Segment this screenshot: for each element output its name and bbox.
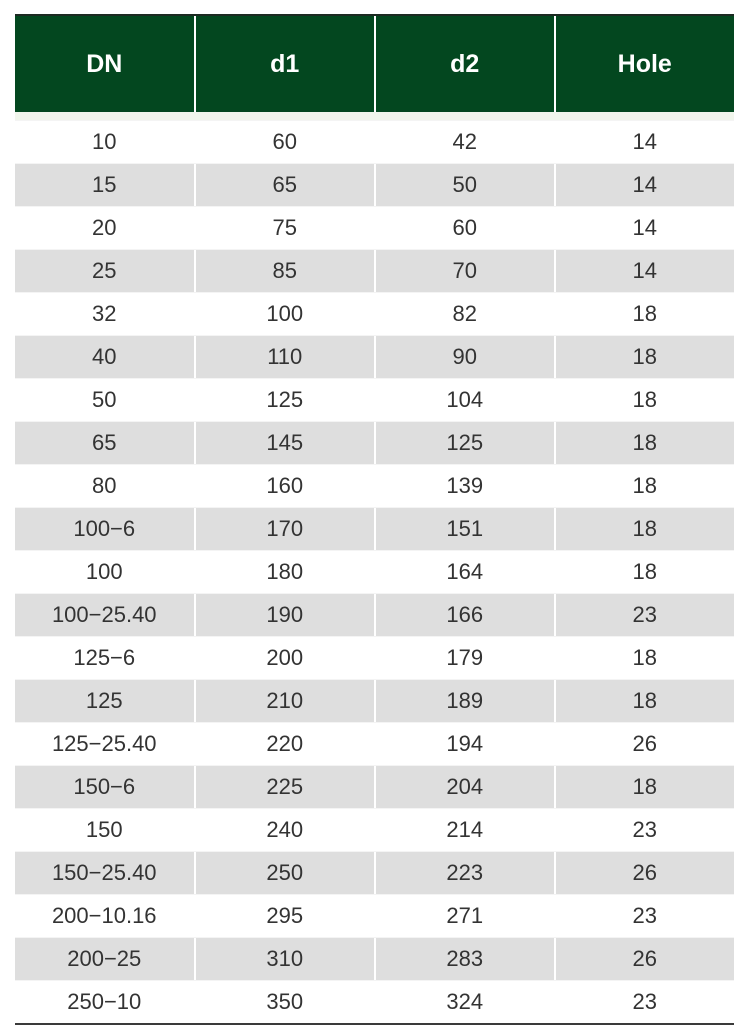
cell-d2: 125 [376, 422, 556, 464]
cell-d1: 220 [196, 723, 377, 765]
cell-d1: 170 [196, 508, 377, 550]
cell-d1: 210 [196, 680, 377, 722]
cell-d1: 200 [196, 637, 377, 679]
cell-d2: 42 [376, 121, 556, 163]
cell-dn: 100 [15, 551, 196, 593]
cell-d2: 90 [376, 336, 556, 378]
cell-d2: 139 [376, 465, 556, 507]
cell-hole: 14 [632, 258, 657, 283]
cell-dn: 100−6 [15, 508, 196, 550]
cell-hole: 18 [632, 645, 657, 670]
header-d1: d1 [196, 16, 377, 112]
cell-hole: 23 [632, 817, 657, 842]
table-row [15, 765, 734, 808]
header-dn: DN [15, 16, 196, 112]
header-d2: d2 [376, 16, 556, 112]
cell-dn: 10 [15, 121, 196, 163]
cell-d1: 110 [196, 336, 377, 378]
cell-dn: 250−10 [15, 981, 196, 1023]
table-row [15, 335, 734, 378]
table-row [15, 593, 734, 636]
table-row [15, 937, 734, 980]
cell-d2: 324 [376, 981, 556, 1023]
cell-dn: 40 [15, 336, 196, 378]
cell-hole: 18 [632, 688, 657, 713]
table-row [15, 636, 734, 679]
cell-d1: 160 [196, 465, 377, 507]
cell-dn: 150−6 [15, 766, 196, 808]
table-row [15, 507, 734, 550]
cell-hole: 18 [632, 473, 657, 498]
table-row [15, 464, 734, 507]
cell-d2: 283 [376, 938, 556, 980]
cell-hole: 18 [632, 430, 657, 455]
cell-dn: 20 [15, 207, 196, 249]
cell-hole: 18 [632, 387, 657, 412]
cell-hole: 26 [632, 860, 657, 885]
cell-d2: 82 [376, 293, 556, 335]
cell-hole: 23 [632, 989, 657, 1014]
cell-d1: 250 [196, 852, 377, 894]
cell-d2: 204 [376, 766, 556, 808]
cell-hole: 26 [632, 731, 657, 756]
cell-d1: 85 [196, 250, 377, 292]
cell-hole: 18 [632, 344, 657, 369]
cell-dn: 125 [15, 680, 196, 722]
cell-d1: 100 [196, 293, 377, 335]
cell-dn: 100−25.40 [15, 594, 196, 636]
table-row [15, 421, 734, 464]
table-row [15, 249, 734, 292]
cell-d1: 190 [196, 594, 377, 636]
cell-dn: 15 [15, 164, 196, 206]
cell-dn: 125−6 [15, 637, 196, 679]
cell-d2: 179 [376, 637, 556, 679]
cell-dn: 150−25.40 [15, 852, 196, 894]
table-body [15, 120, 734, 1023]
cell-d1: 240 [196, 809, 377, 851]
cell-d2: 166 [376, 594, 556, 636]
cell-d1: 60 [196, 121, 377, 163]
cell-hole: 23 [632, 903, 657, 928]
cell-hole: 18 [632, 559, 657, 584]
table-header [15, 14, 734, 112]
cell-d1: 350 [196, 981, 377, 1023]
cell-dn: 200−10.16 [15, 895, 196, 937]
cell-d2: 194 [376, 723, 556, 765]
header-divider [15, 112, 734, 120]
cell-hole: 18 [632, 301, 657, 326]
cell-d1: 295 [196, 895, 377, 937]
table-row [15, 206, 734, 249]
cell-d1: 145 [196, 422, 377, 464]
cell-d2: 60 [376, 207, 556, 249]
cell-d1: 225 [196, 766, 377, 808]
cell-d2: 223 [376, 852, 556, 894]
cell-d2: 271 [376, 895, 556, 937]
cell-d2: 104 [376, 379, 556, 421]
cell-d2: 70 [376, 250, 556, 292]
table-row [15, 808, 734, 851]
table-row [15, 894, 734, 937]
cell-hole: 14 [632, 129, 657, 154]
cell-dn: 125−25.40 [15, 723, 196, 765]
header-hole: Hole [617, 49, 672, 78]
cell-hole: 14 [632, 215, 657, 240]
cell-d1: 65 [196, 164, 377, 206]
cell-d1: 180 [196, 551, 377, 593]
cell-hole: 14 [632, 172, 657, 197]
cell-d2: 50 [376, 164, 556, 206]
cell-d2: 189 [376, 680, 556, 722]
cell-dn: 65 [15, 422, 196, 464]
table-row [15, 851, 734, 894]
cell-dn: 150 [15, 809, 196, 851]
cell-hole: 26 [632, 946, 657, 971]
table-row [15, 980, 734, 1023]
table-row [15, 163, 734, 206]
table-row [15, 550, 734, 593]
table-row [15, 722, 734, 765]
cell-d2: 151 [376, 508, 556, 550]
cell-dn: 80 [15, 465, 196, 507]
table-row [15, 378, 734, 421]
table-row [15, 120, 734, 163]
cell-hole: 18 [632, 774, 657, 799]
cell-d1: 75 [196, 207, 377, 249]
table-row [15, 292, 734, 335]
cell-dn: 25 [15, 250, 196, 292]
cell-hole: 23 [632, 602, 657, 627]
cell-dn: 200−25 [15, 938, 196, 980]
cell-d1: 310 [196, 938, 377, 980]
cell-hole: 18 [632, 516, 657, 541]
dimensions-table [15, 14, 734, 1025]
cell-dn: 32 [15, 293, 196, 335]
cell-d2: 214 [376, 809, 556, 851]
cell-d1: 125 [196, 379, 377, 421]
cell-dn: 50 [15, 379, 196, 421]
cell-d2: 164 [376, 551, 556, 593]
table-row [15, 679, 734, 722]
